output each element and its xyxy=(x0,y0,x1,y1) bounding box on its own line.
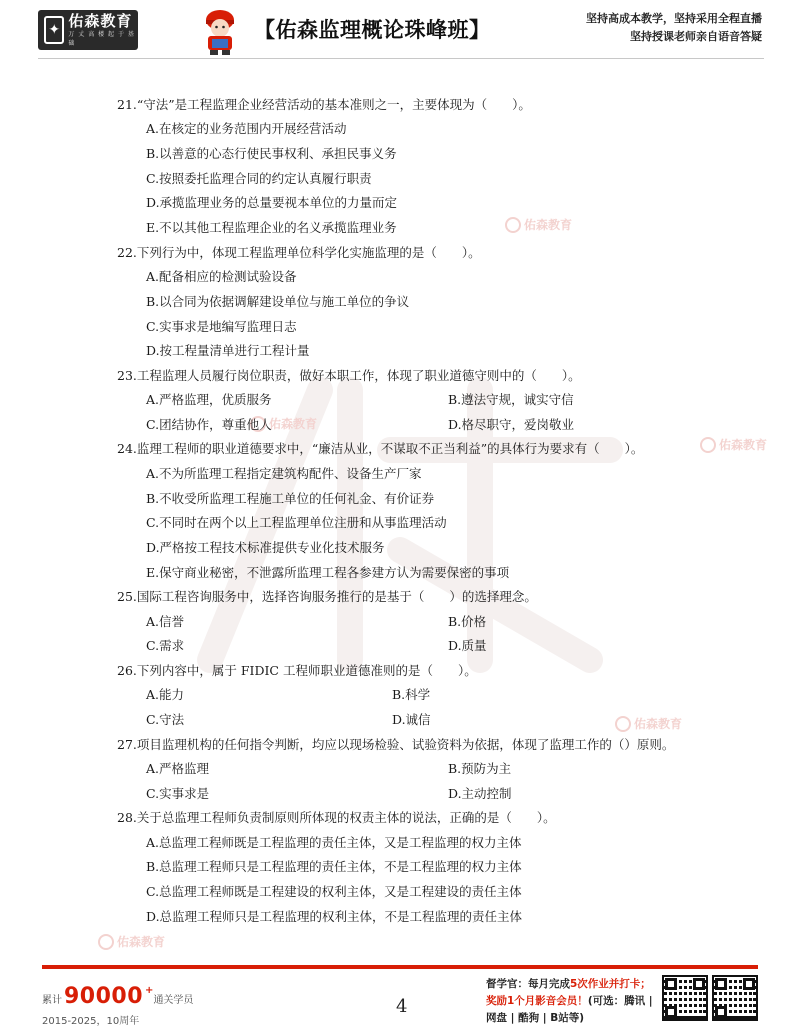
question-21-option-e: E.不以其他工程监理企业的名义承揽监理业务 xyxy=(146,220,397,235)
question-23-option-a: A.严格监理，优质服务 xyxy=(146,392,272,407)
footer-total-prefix: 累计 xyxy=(42,995,62,1006)
watermark-logo: 佑森教育 xyxy=(615,715,682,732)
question-27-option-c: C.实事求是 xyxy=(146,786,210,801)
watermark-logo: 佑森教育 xyxy=(505,216,572,233)
promo-line2-b: (可选：腾讯 | xyxy=(587,995,653,1007)
question-23-option-d: D.格尽职守，爱岗敬业 xyxy=(448,417,575,432)
watermark-logo: 佑森教育 xyxy=(700,436,767,453)
question-28-option-d: D.总监理工程师只是工程监理的权利主体，不是工程监理的责任主体 xyxy=(146,909,523,924)
question-22-option-c: C.实事求是地编写监理日志 xyxy=(146,319,297,334)
footer-total-number: 90000 xyxy=(64,984,144,1009)
page-number: 4 xyxy=(396,996,408,1017)
question-27-option-b: B.预防为主 xyxy=(448,761,512,776)
logo-slogan: 万 丈 高 楼 起 于 基 础 xyxy=(68,31,135,47)
question-24-option-d: D.严格按工程技术标准提供专业化技术服务 xyxy=(146,540,385,555)
question-24-option-a: A.不为所监理工程指定建筑构配件、设备生产厂家 xyxy=(146,466,422,481)
header-slogan-1: 坚持高成本教学，坚持采用全程直播 xyxy=(586,12,762,25)
footer-total-plus: + xyxy=(145,985,154,996)
question-21-option-b: B.以善意的心态行使民事权利、承担民事义务 xyxy=(146,146,397,161)
question-24-stem: 24.监理工程师的职业道德要求中，“廉洁从业，不谋取不正当利益”的具体行为要求有（ ）。 xyxy=(117,441,644,456)
question-21-option-d: D.承揽监理业务的总量要视本单位的力量而定 xyxy=(146,195,398,210)
promo-line3: 网盘 | 酷狗 | B站等) xyxy=(486,1012,585,1024)
question-25-stem: 25.国际工程咨询服务中，选择咨询服务推行的是基于（ ）的选择理念。 xyxy=(117,589,537,604)
question-23-option-c: C.团结协作，尊重他人 xyxy=(146,417,272,432)
question-25-option-c: C.需求 xyxy=(146,638,185,653)
question-24-option-b: B.不收受所监理工程施工单位的任何礼金、有价证券 xyxy=(146,491,435,506)
question-23-stem: 23.工程监理人员履行岗位职责，做好本职工作，体现了职业道德守则中的（ ）。 xyxy=(117,368,581,383)
watermark-logo: 佑森教育 xyxy=(250,415,317,432)
watermark-logo: 佑森教育 xyxy=(98,933,165,950)
question-26-option-c: C.守法 xyxy=(146,712,185,727)
question-25-option-b: B.价格 xyxy=(448,614,487,629)
question-24-option-e: E.保守商业秘密，不泄露所监理工程各参建方认为需要保密的事项 xyxy=(146,565,510,580)
question-26-stem: 26.下列内容中，属于 FIDIC 工程师职业道德准则的是（ ）。 xyxy=(117,663,477,678)
question-27-option-a: A.严格监理 xyxy=(146,761,210,776)
question-26-option-a: A.能力 xyxy=(146,687,185,702)
logo-mark-icon: ✦ xyxy=(44,16,64,44)
header-title: 【佑森监理概论珠峰班】 xyxy=(254,18,491,42)
qr-code-icon[interactable] xyxy=(712,975,758,1021)
question-23-option-b: B.遵法守规，诚实守信 xyxy=(448,392,574,407)
question-28-option-c: C.总监理工程师既是工程建设的权利主体，又是工程建设的责任主体 xyxy=(146,884,522,899)
question-25-option-d: D.质量 xyxy=(448,638,487,653)
footer-total-suffix: 通关学员 xyxy=(153,995,194,1006)
question-22-option-b: B.以合同为依据调解建设单位与施工单位的争议 xyxy=(146,294,410,309)
footer-years: 2015-2025，10周年 xyxy=(42,1016,140,1027)
question-21-option-c: C.按照委托监理合同的约定认真履行职责 xyxy=(146,171,372,186)
question-22-option-d: D.按工程量清单进行工程计量 xyxy=(146,343,310,358)
question-26-option-d: D.诚信 xyxy=(392,712,431,727)
question-21-stem: 21.“守法”是工程监理企业经营活动的基本准则之一，主要体现为（ ）。 xyxy=(117,97,531,112)
question-28-option-b: B.总监理工程师只是工程监理的责任主体，不是工程监理的权力主体 xyxy=(146,859,522,874)
logo-name: 佑森教育 xyxy=(68,12,133,30)
question-27-stem: 27.项目监理机构的任何指令判断，均应以现场检验、试验资料为依据，体现了监理工作的（）原则。 xyxy=(117,737,675,752)
question-28-stem: 28.关于总监理工程师负责制原则所体现的权责主体的说法，正确的是（ ）。 xyxy=(117,810,556,825)
footer-divider xyxy=(42,965,758,969)
question-22-stem: 22.下列行为中，体现工程监理单位科学化实施监理的是（ ）。 xyxy=(117,245,481,260)
question-21-option-a: A.在核定的业务范围内开展经营活动 xyxy=(146,121,347,136)
question-24-option-c: C.不同时在两个以上工程监理单位注册和从事监理活动 xyxy=(146,515,447,530)
promo-line1-a: 督学官：每月完成 xyxy=(486,978,570,990)
question-28-option-a: A.总监理工程师既是工程监理的责任主体，又是工程监理的权力主体 xyxy=(146,835,522,850)
qr-code-icon[interactable] xyxy=(662,975,708,1021)
footer-promo xyxy=(486,976,658,1027)
footer-stats xyxy=(42,984,193,1027)
question-27-option-d: D.主动控制 xyxy=(448,786,512,801)
promo-line1-b: 5次作业并打卡； xyxy=(570,978,651,990)
question-26-option-b: B.科学 xyxy=(392,687,431,702)
header-slogan-2: 坚持授课老师亲自语音答疑 xyxy=(630,30,762,43)
question-22-option-a: A.配备相应的检测试验设备 xyxy=(146,269,297,284)
promo-line2-a: 奖励1个月影音会员！ xyxy=(486,995,588,1007)
question-25-option-a: A.信誉 xyxy=(146,614,185,629)
